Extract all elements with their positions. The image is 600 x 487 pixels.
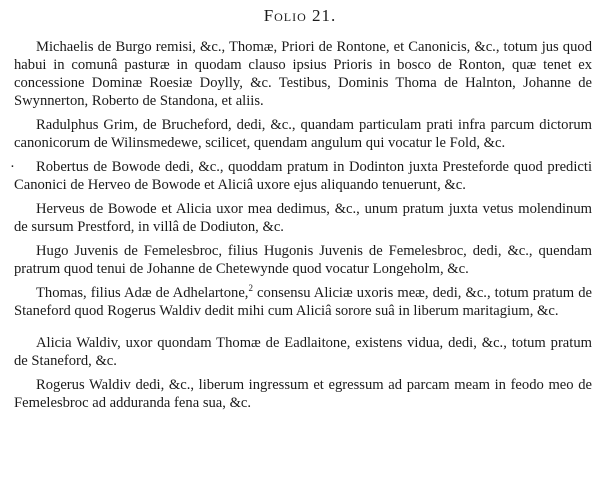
charter-entry-text: Robertus de Bowode dedi, &c., quoddam pratum in Dodinton juxta Presteforde quod predicti Canonici de Herveo de Bowode et Aliciâ uxore ejus aliquando tenuerunt, &c. xyxy=(14,159,592,193)
charter-entry: Radulphus Grim, de Brucheford, dedi, &c., quandam particulam prati infra parcum dictorum canonicorum de Wilinsmedewe, scilicet, quendam angulum qui vocatur le Fold, &c. xyxy=(14,117,592,151)
charter-entry xyxy=(14,284,592,320)
charter-entry: Hugo Juvenis de Femelesbroc, filius Hugonis Juvenis de Femelesbroc, dedi, &c., quendam pratrum quod tenui de Johanne de Chetewynde quod vocatur Longeholm, &c. xyxy=(14,243,592,277)
charter-entry xyxy=(10,158,592,194)
footnote-marker: 2 xyxy=(248,283,253,294)
folio-title: Folio 21. xyxy=(263,6,337,25)
charter-entry-text: consensu Aliciæ uxoris meæ, dedi, &c., totum pratum de Staneford quod Rogerus Waldiv dedit mihi cum Aliciâ sorore suâ in liberum maritagium, &c. xyxy=(14,285,592,319)
charter-entry: Herveus de Bowode et Alicia uxor mea dedimus, &c., unum pratum juxta vetus molendinum de sursum Prestford, in villâ de Dodiuton, &c. xyxy=(14,201,592,235)
charter-entry-text: Thomas, filius Adæ de Adhelartone, xyxy=(36,285,249,301)
charter-entries xyxy=(10,38,592,418)
charter-entry: Rogerus Waldiv dedi, &c., liberum ingressum et egressum ad parcam meam in feodo meo de Femelesbroc ad adduranda fena sua, &c. xyxy=(14,377,592,411)
charter-entry: Alicia Waldiv, uxor quondam Thomæ de Eadlaitone, existens vidua, dedi, &c., totum pratum de Staneford, &c. xyxy=(14,335,592,369)
charter-entry: Michaelis de Burgo remisi, &c., Thomæ, Priori de Rontone, et Canonicis, &c., totum jus quod habui in comunâ pasturæ in quodam clauso ipsius Prioris in bosco de Ronton, quæ tenet ex concessione Dominæ Roesiæ Doylly, &c. Testibus, Dominis Thoma de Halnton, Johanne de Swynnerton, Roberto de Standona, et aliis. xyxy=(14,39,592,109)
margin-mark: · xyxy=(10,159,15,175)
